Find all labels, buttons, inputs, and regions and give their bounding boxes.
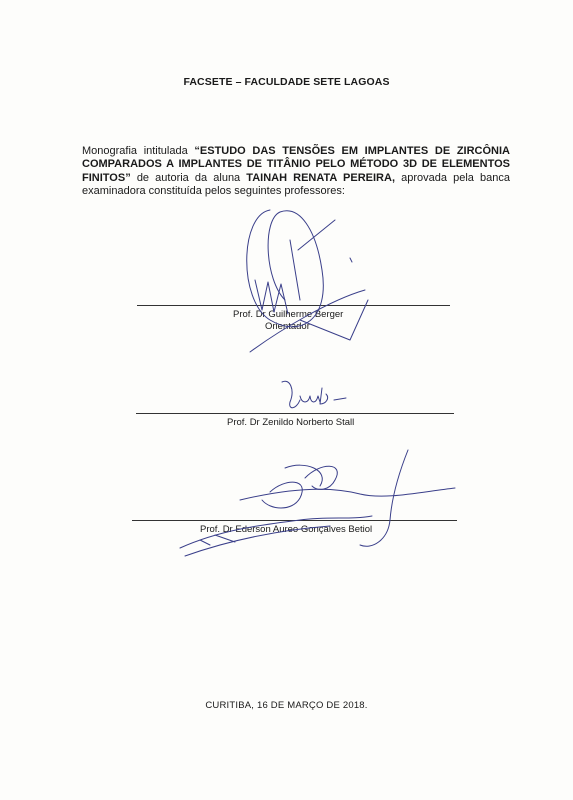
- paragraph-intro: Monografia intitulada: [82, 145, 195, 157]
- institution-header: FACSETE – FACULDADE SETE LAGOAS: [183, 76, 390, 88]
- signatory-name-2: Prof. Dr Zenildo Norberto Stall: [227, 417, 355, 428]
- signatory-name-1: Prof. Dr Guilherme Berger: [233, 309, 344, 320]
- signature-2: [282, 381, 346, 408]
- signatory-name-3: Prof. Dr Ederson Aureo Gonçalves Betiol: [200, 524, 373, 535]
- signature-3: [180, 450, 455, 556]
- paragraph-middle: de autoria da aluna: [130, 171, 247, 184]
- approval-paragraph: [82, 145, 510, 199]
- monograph-title: “ESTUDO DAS TENSÕES EM IMPLANTES DE ZIRCÔNIA COMPARADOS A IMPLANTES DE TITÂNIO PELO MÉTODO 3D DE ELEMENTOS FINITOS”: [82, 145, 510, 184]
- place-and-date: CURITIBA, 16 DE MARÇO DE 2018.: [205, 700, 368, 711]
- signature-line-1: [137, 305, 450, 306]
- signature-line-2: [136, 413, 454, 414]
- signature-line-3: [132, 520, 457, 521]
- author-name: TAINAH RENATA PEREIRA,: [246, 171, 396, 184]
- paragraph-end: aprovada pela banca examinadora constituída pelos seguintes professores:: [82, 171, 510, 198]
- signatory-role-1: Orientador: [265, 321, 310, 332]
